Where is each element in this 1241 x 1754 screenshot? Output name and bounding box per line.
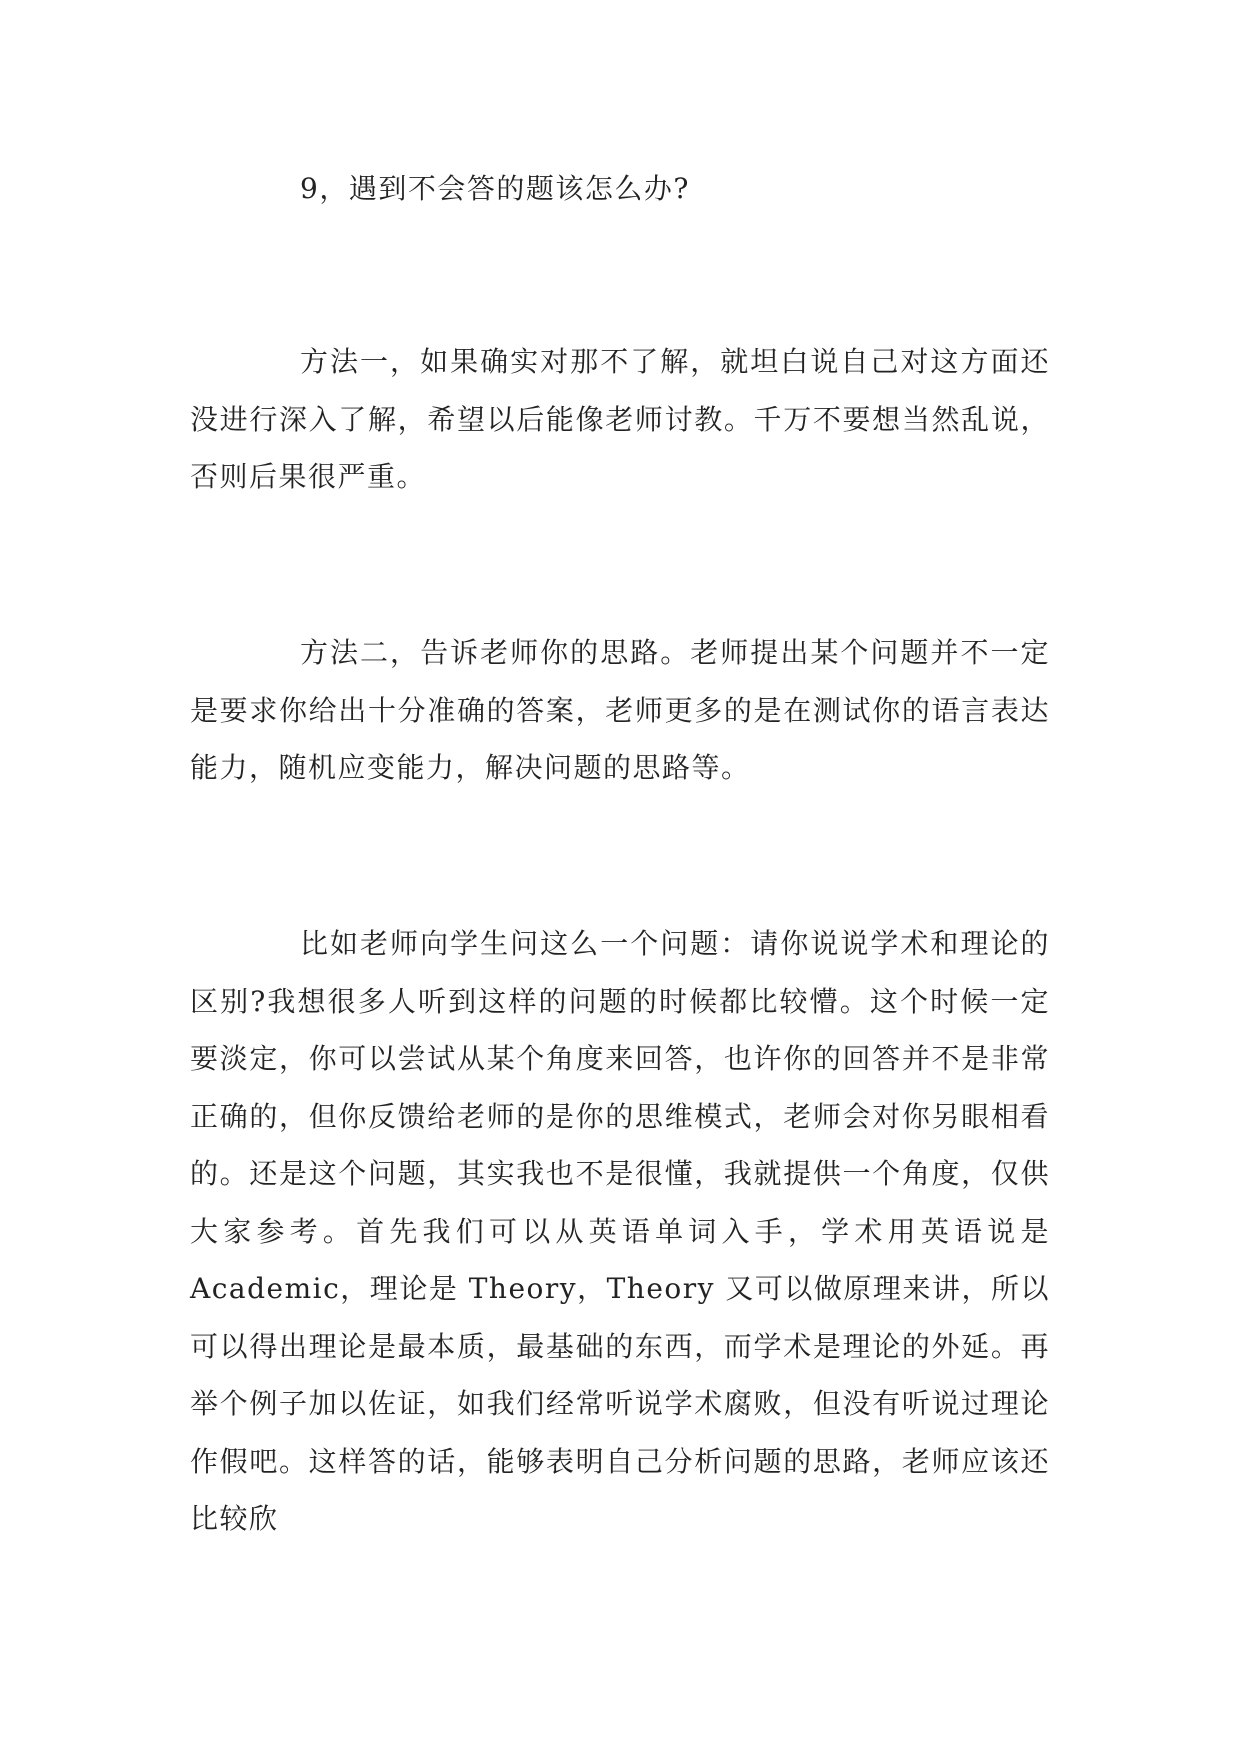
question-heading: 9，遇到不会答的题该怎么办?	[300, 172, 690, 205]
paragraph-method-two: 方法二，告诉老师你的思路。老师提出某个问题并不一定是要求你给出十分准确的答案，老师更多的是在测试你的语言表达能力，随机应变能力，解决问题的思路等。	[190, 636, 1050, 784]
paragraph-method-one: 方法一，如果确实对那不了解，就坦白说自己对这方面还没进行深入了解，希望以后能像老师讨教。千万不要想当然乱说，否则后果很严重。	[190, 345, 1050, 493]
paragraph-example: 比如老师向学生问这么一个问题：请你说说学术和理论的区别?我想很多人听到这样的问题的时候都比较懵。这个时候一定要淡定，你可以尝试从某个角度来回答，也许你的回答并不是非常正确的，但你反馈给老师的是你的思维模式，老师会对你另眼相看的。还是这个问题，其实我也不是很懂，我就提供一个角度，仅供大家参考。首先我们可以从英语单词入手，学术用英语说是 Academic，理论是 Theory，Theory 又可以做原理来讲，所以可以得出理论是最本质，最基础的东西，而学术是理论的外延。再举个例子加以佐证，如我们经常听说学术腐败，但没有听说过理论作假吧。这样答的话，能够表明自己分析问题的思路，老师应该还比较欣	[190, 927, 1050, 1535]
